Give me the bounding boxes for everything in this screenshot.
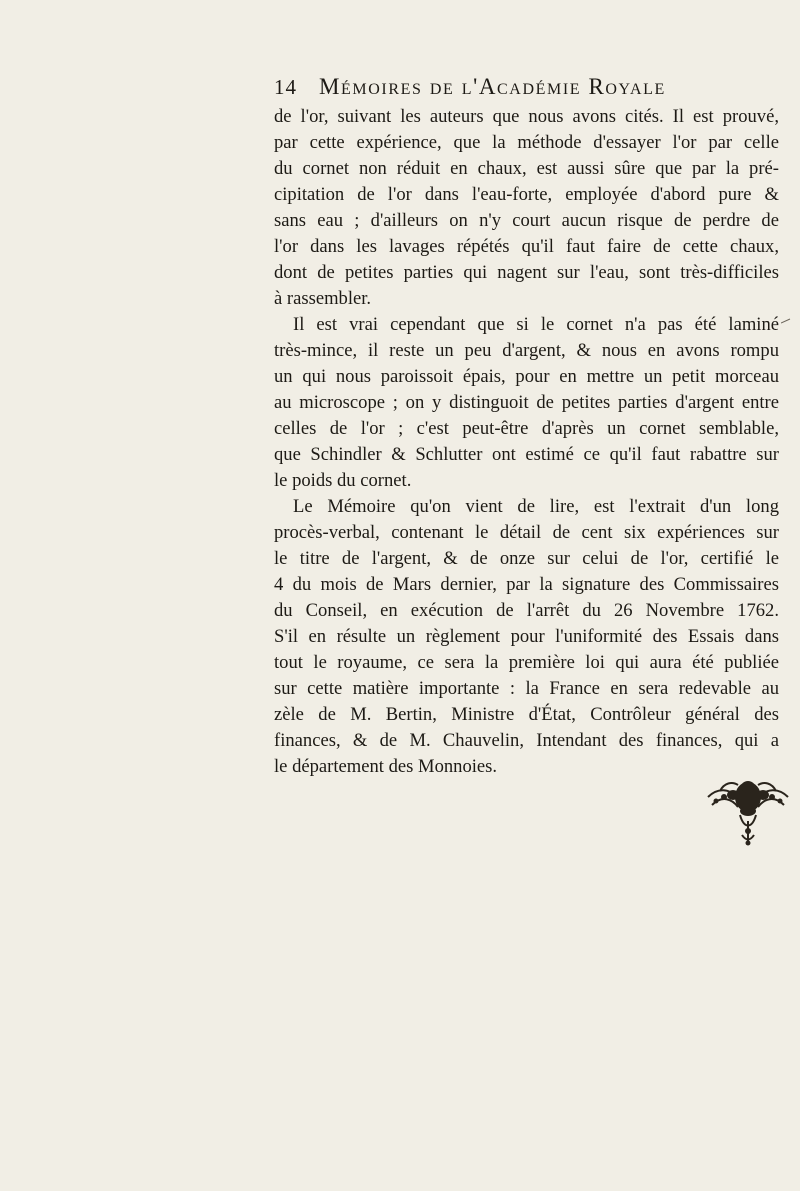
text-line: un qui nous paroissoit épais, pour en mettre un petit morceau xyxy=(274,366,779,387)
text-line: le titre de l'argent, & de onze sur celui de l'or, certifié le xyxy=(274,548,779,569)
page-header xyxy=(274,74,774,102)
running-title: Mémoires de l'Académie Royale xyxy=(319,74,666,99)
text-line: 4 du mois de Mars dernier, par la signature des Commissaires xyxy=(274,574,779,595)
text-line: que Schindler & Schlutter ont estimé ce qu'il faut rabattre sur xyxy=(274,444,779,465)
text-line: sur cette matière importante : la France en sera redevable au xyxy=(274,678,779,699)
text-line: de l'or, suivant les auteurs que nous avons cités. Il est prouvé, xyxy=(274,106,779,127)
text-line: dont de petites parties qui nagent sur l'eau, sont très-difficiles xyxy=(274,262,779,283)
text-line: tout le royaume, ce sera la première loi qui aura été publiée xyxy=(274,652,779,673)
text-line: zèle de M. Bertin, Ministre d'État, Contrôleur général des xyxy=(274,704,779,725)
text-line: le poids du cornet. xyxy=(274,470,412,491)
text-line: finances, & de M. Chauvelin, Intendant des finances, qui a xyxy=(274,730,779,751)
text-line: Il est vrai cependant que si le cornet n'a pas été laminé xyxy=(293,314,779,335)
floral-vignette-icon xyxy=(700,775,796,849)
text-line: procès-verbal, contenant le détail de cent six expériences sur xyxy=(274,522,779,543)
text-line: à rassembler. xyxy=(274,288,372,309)
page-number: 14 xyxy=(274,75,297,99)
text-line: celles de l'or ; c'est peut-être d'après un cornet semblable, xyxy=(274,418,779,439)
text-line: au microscope ; on y distinguoit de petites parties d'argent entre xyxy=(274,392,779,413)
text-line: du cornet non réduit en chaux, est aussi sûre que par la pré- xyxy=(274,158,779,179)
text-line: S'il en résulte un règlement pour l'uniformité des Essais dans xyxy=(274,626,779,647)
body-text xyxy=(274,104,779,780)
text-line: Le Mémoire qu'on vient de lire, est l'extrait d'un long xyxy=(293,496,779,517)
text-line: le département des Monnoies. xyxy=(274,756,498,777)
text-line: du Conseil, en exécution de l'arrêt du 26 Novembre 1762. xyxy=(274,600,779,621)
text-line: cipitation de l'or dans l'eau-forte, employée d'abord pure & xyxy=(274,184,779,205)
text-line: par cette expérience, que la méthode d'essayer l'or par celle xyxy=(274,132,779,153)
text-line: sans eau ; d'ailleurs on n'y court aucun risque de perdre de xyxy=(274,210,779,231)
margin-mark-icon xyxy=(781,318,791,324)
text-line: très-mince, il reste un peu d'argent, & nous en avons rompu xyxy=(274,340,779,361)
text-line: l'or dans les lavages répétés qu'il faut faire de cette chaux, xyxy=(274,236,779,257)
